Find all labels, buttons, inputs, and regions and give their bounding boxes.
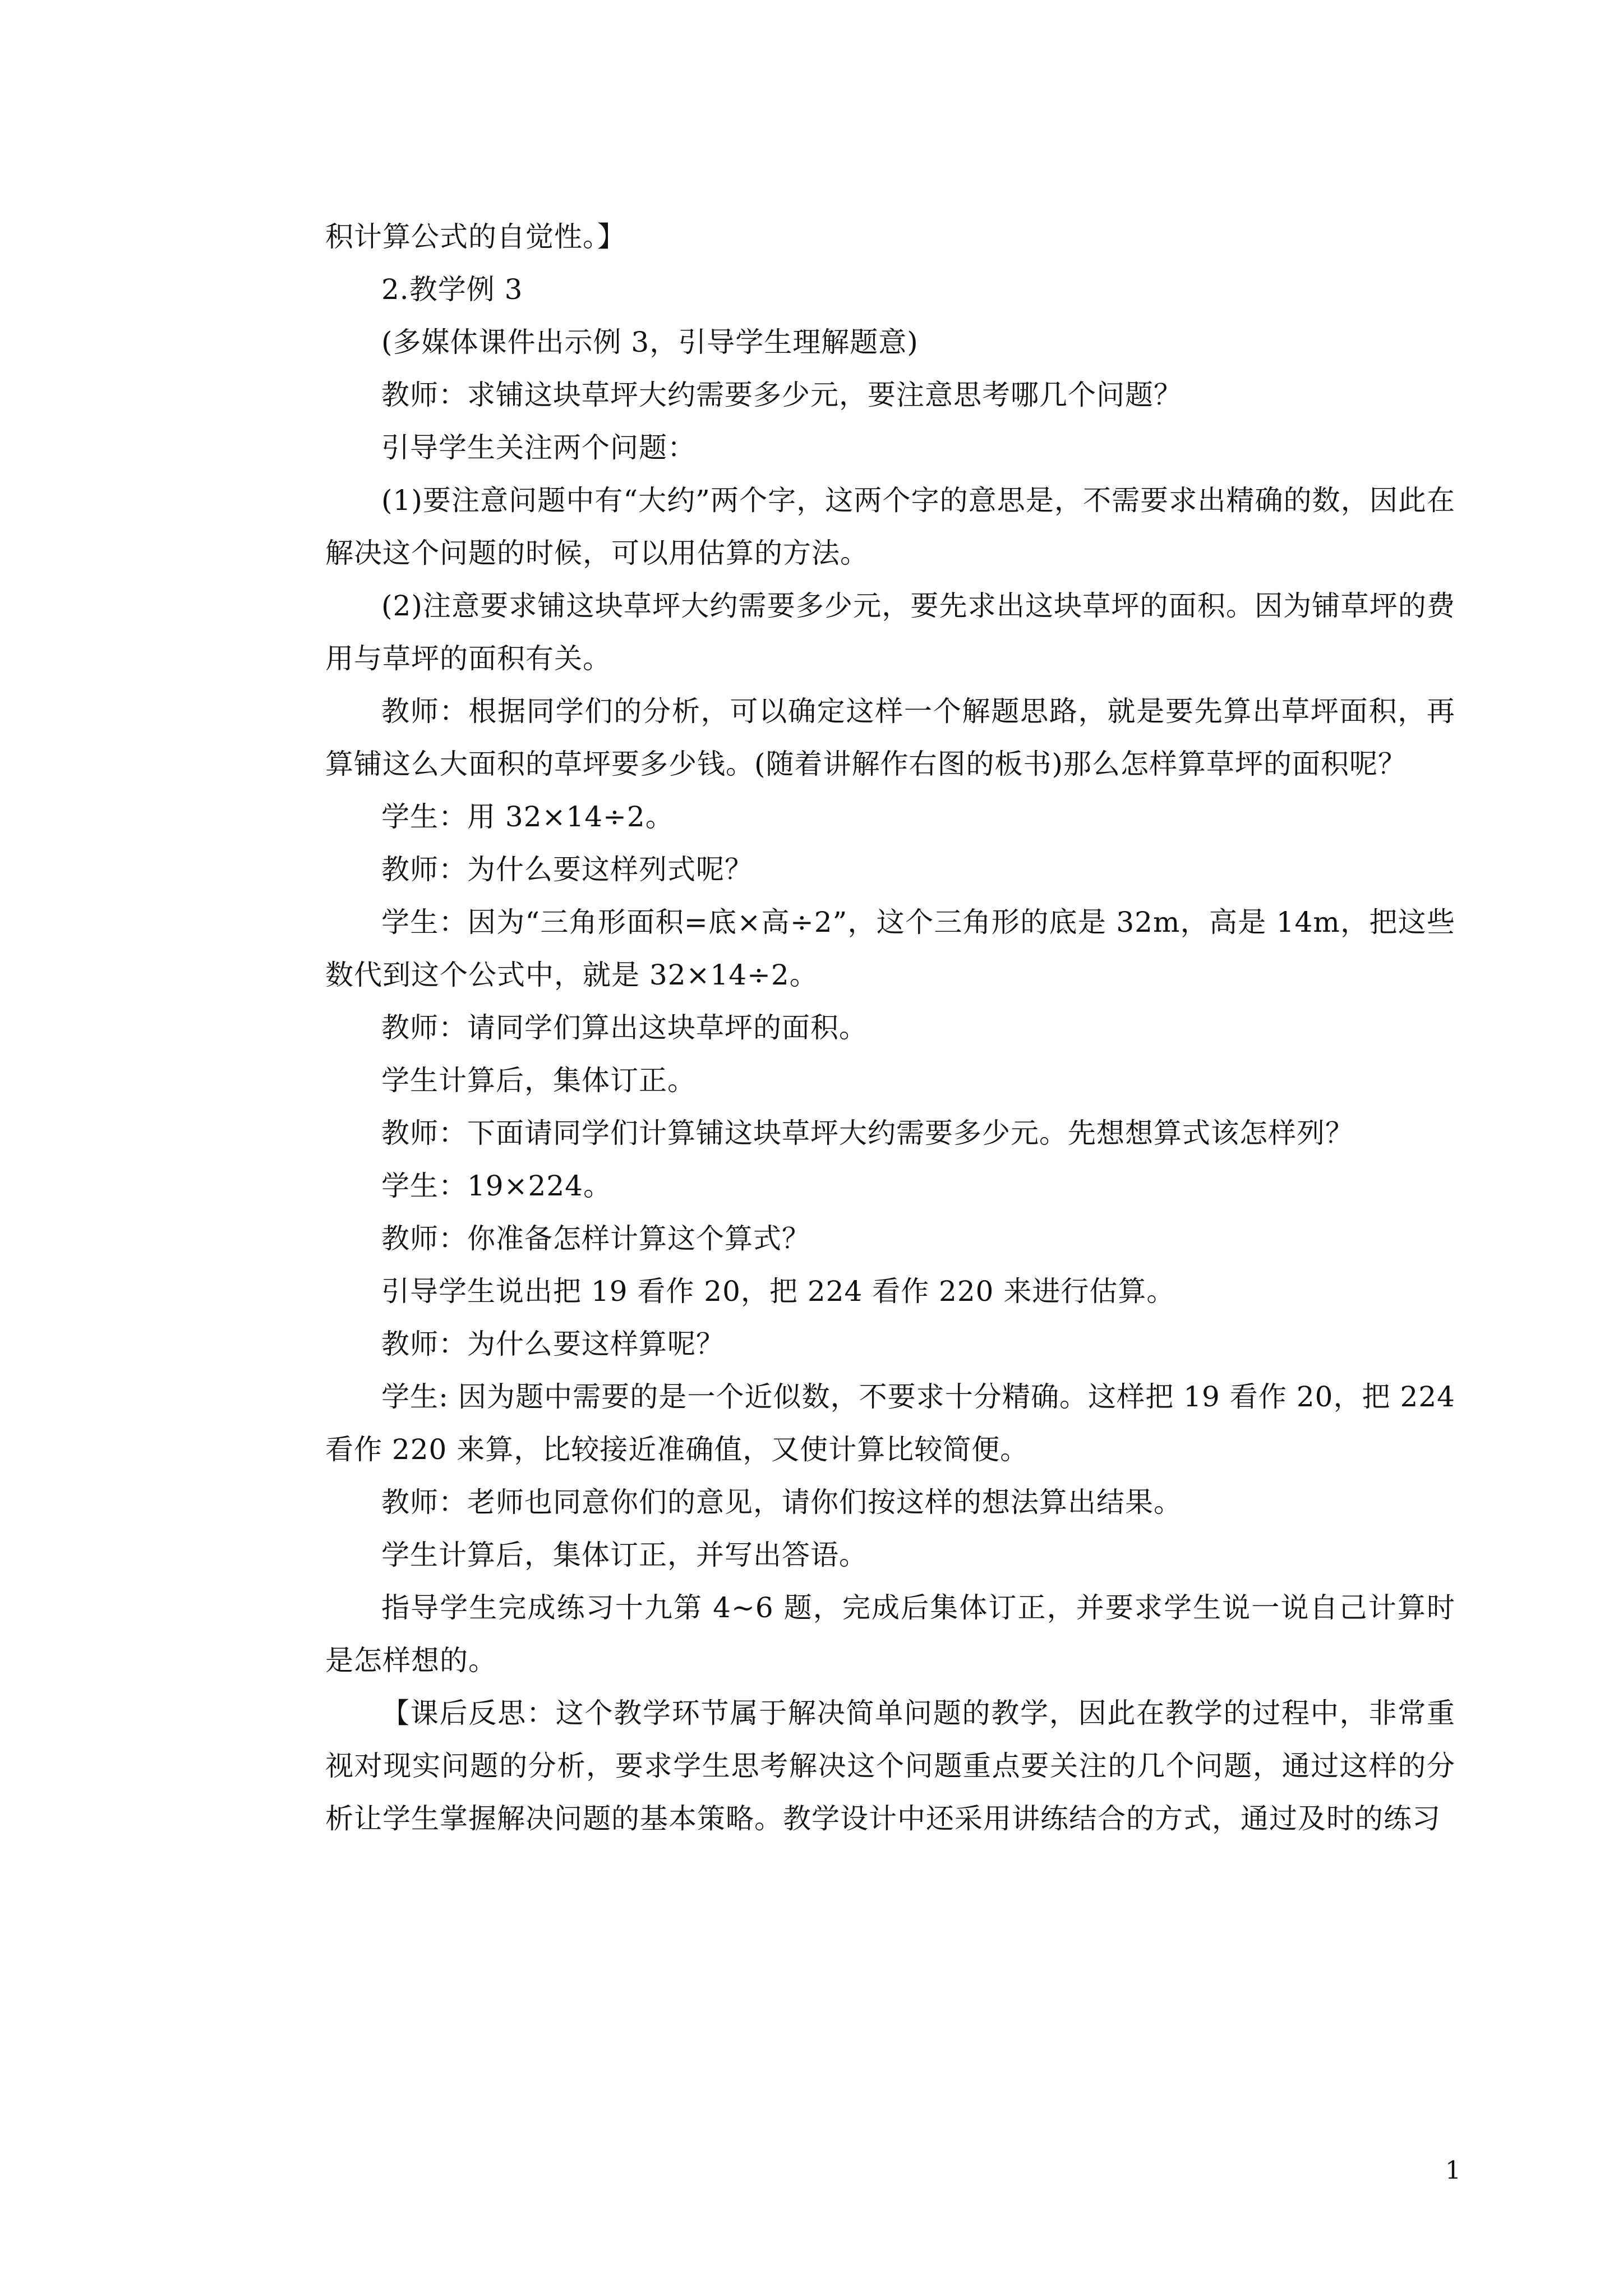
paragraph: 学生: 因为题中需要的是一个近似数，不要求十分精确。这样把 19 看作 20，把 224 看作 220 来算，比较接近准确值，又使计算比较简便。 (325, 1381, 1455, 1466)
paragraph: 教师：请同学们算出这块草坪的面积。 (381, 1011, 868, 1044)
paragraph: 教师：你准备怎样计算这个算式？ (381, 1222, 810, 1255)
paragraph: 教师：老师也同意你们的意见，请你们按这样的想法算出结果。 (381, 1486, 1182, 1519)
paragraph: 教师：求铺这块草坪大约需要多少元，要注意思考哪几个问题？ (381, 379, 1182, 411)
paragraph: 引导学生说出把 19 看作 20，把 224 看作 220 来进行估算。 (381, 1275, 1175, 1308)
paragraph: 学生：用 32×14÷2。 (381, 800, 674, 833)
paragraph: 教师：根据同学们的分析，可以确定这样一个解题思路，就是要先算出草坪面积，再算铺这么大面积的草坪要多少钱。(随着讲解作右图的板书)那么怎样算草坪的面积呢？ (325, 695, 1455, 780)
paragraph: 学生：19×224。 (381, 1170, 612, 1202)
paragraph: 学生计算后，集体订正。 (381, 1064, 696, 1097)
paragraph-continuation: 积计算公式的自觉性。】 (325, 220, 626, 253)
paragraph: 教师：下面请同学们计算铺这块草坪大约需要多少元。先想想算式该怎样列？ (381, 1117, 1354, 1149)
paragraph: 指导学生完成练习十九第 4~6 题，完成后集体订正，并要求学生说一说自己计算时是怎样想的。 (325, 1591, 1455, 1677)
paragraph: (1)要注意问题中有“大约”两个字，这两个字的意思是，不需要求出精确的数，因此在解决这个问题的时候，可以用估算的方法。 (325, 484, 1455, 569)
paragraph: 教师：为什么要这样算呢？ (381, 1328, 725, 1360)
paragraph: (多媒体课件出示例 3，引导学生理解题意) (381, 326, 919, 358)
document-body (325, 210, 1455, 1845)
section-heading-example-3: 2.教学例 3 (381, 273, 523, 306)
paragraph: (2)注意要求铺这块草坪大约需要多少元，要先求出这块草坪的面积。因为铺草坪的费用与草坪的面积有关。 (325, 590, 1455, 675)
paragraph: 教师：为什么要这样列式呢？ (381, 853, 753, 886)
paragraph: 学生：因为“三角形面积=底×高÷2”，这个三角形的底是 32m，高是 14m，把这些数代到这个公式中，就是 32×14÷2。 (325, 906, 1455, 991)
paragraph: 学生计算后，集体订正，并写出答语。 (381, 1539, 868, 1571)
paragraph-reflection: 【课后反思：这个教学环节属于解决简单问题的教学，因此在教学的过程中，非常重视对现实问题的分析，要求学生思考解决这个问题重点要关注的几个问题，通过这样的分析让学生掌握解决问题的基本策略。教学设计中还采用讲练结合的方式，通过及时的练习 (325, 1697, 1455, 1835)
page-number: 1 (1445, 2156, 1461, 2185)
paragraph: 引导学生关注两个问题： (381, 431, 696, 464)
